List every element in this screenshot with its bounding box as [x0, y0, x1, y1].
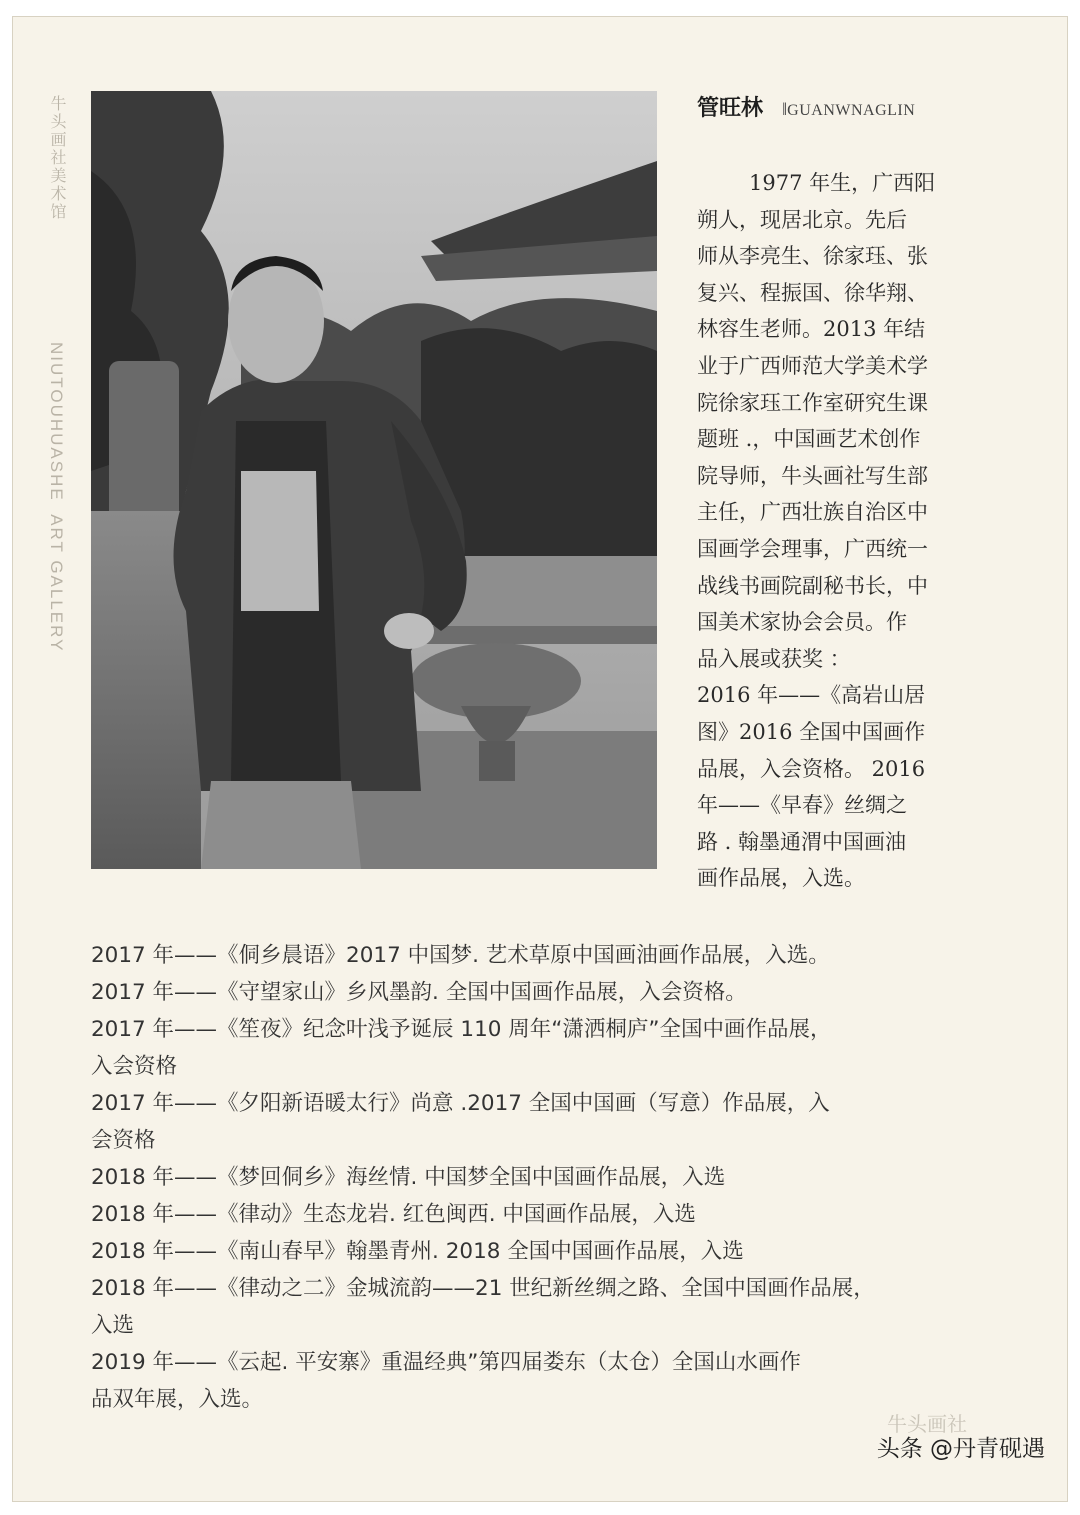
award-line: 2018 年——《律动》生态龙岩. 红色闽西. 中国画作品展，入选: [91, 1202, 696, 1227]
bio-line: 路 . 翰墨通渭中国画油: [697, 829, 907, 854]
bio-line: 复兴、程振国、徐华翔、: [697, 280, 928, 305]
bio-line: 院徐家珏工作室研究生课: [697, 390, 928, 415]
artist-biography: [697, 165, 997, 897]
bio-line: 师从李亮生、徐家珏、张: [697, 244, 928, 269]
gallery-name-vertical: 牛头画社美术馆: [48, 95, 67, 221]
artist-name: 管旺林: [697, 95, 764, 121]
name-separator: ‖: [782, 99, 788, 119]
artist-name-pinyin: GUANWNAGLIN: [787, 102, 916, 119]
bio-line: 品入展或获奖 ：: [697, 646, 851, 671]
award-line: 入会资格: [91, 1054, 178, 1079]
award-line: 2019 年——《云起. 平安寨》重温经典”第四届娄东（太仓）全国山水画作: [91, 1350, 801, 1375]
awards-list: [91, 937, 1006, 1418]
award-line: 会资格: [91, 1128, 156, 1153]
award-line: 2018 年——《梦回侗乡》海丝情. 中国梦全国中国画作品展，入选: [91, 1165, 726, 1190]
artist-name-header: [697, 91, 915, 122]
bio-line: 国画学会理事，广西统一: [697, 536, 928, 561]
bio-line: 品展，入会资格。 2016: [697, 756, 926, 781]
bio-line: 2016 年——《高岩山居: [697, 683, 926, 708]
bio-line: 主任，广西壮族自治区中: [697, 500, 928, 525]
bio-line: 国美术家协会会员。作: [697, 610, 907, 635]
bio-line: 战线书画院副秘书长，中: [697, 573, 928, 598]
award-line: 2017 年——《侗乡晨语》2017 中国梦. 艺术草原中国画油画作品展，入选。: [91, 943, 830, 968]
bio-line: 朔人，现居北京。先后: [697, 207, 907, 232]
bio-line: 1977 年生，广西阳: [749, 171, 936, 195]
bio-line: 年——《早春》丝绸之: [697, 793, 907, 818]
source-watermark: 头条 @丹青砚遇: [876, 1436, 1045, 1462]
gallery-name-english-vertical: NIUTOUHUASHE ART GALLERY: [47, 342, 66, 653]
bio-line: 林容生老师。2013 年结: [697, 317, 926, 342]
award-line: 入选: [91, 1313, 135, 1338]
award-line: 2018 年——《南山春早》翰墨青州. 2018 全国中国画作品展，入选: [91, 1239, 744, 1264]
bio-line: 业于广西师范大学美术学: [697, 353, 928, 378]
bio-line: 图》2016 全国中国画作: [697, 719, 926, 744]
bio-line: 题班 .，中国画艺术创作: [697, 427, 921, 452]
bio-line: 画作品展，入选。: [697, 866, 865, 891]
award-line: 2018 年——《律动之二》金城流韵——21 世纪新丝绸之路、全国中国画作品展，: [91, 1276, 875, 1301]
award-line: 2017 年——《夕阳新语暖太行》尚意 .2017 全国中国画（写意）作品展，入: [91, 1091, 830, 1116]
award-line: 2017 年——《笙夜》纪念叶浅予诞辰 110 周年“潇洒桐庐”全国中画作品展，: [91, 1017, 832, 1042]
bio-line: 院导师，牛头画社写生部: [697, 463, 928, 488]
award-line: 2017 年——《守望家山》乡风墨韵. 全国中国画作品展，入会资格。: [91, 980, 747, 1005]
award-line: 品双年展，入选。: [91, 1387, 264, 1412]
artist-portrait-photo: [91, 91, 657, 869]
faint-watermark: 牛头画社: [887, 1412, 967, 1436]
catalog-page: [12, 16, 1068, 1502]
